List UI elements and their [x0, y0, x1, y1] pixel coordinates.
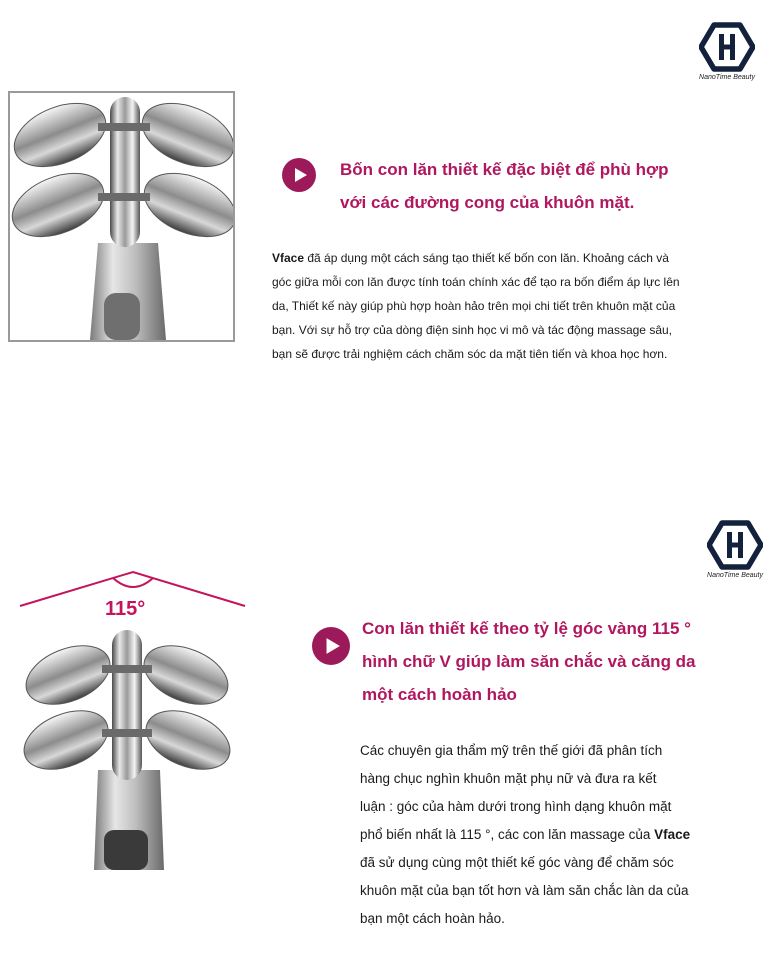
roller-image-frame	[8, 91, 235, 342]
hexagon-logo-icon	[699, 22, 755, 72]
body-line: Các chuyên gia thẩm mỹ trên thế giới đã phân tích	[360, 743, 663, 758]
body-line: hàng chục nghìn khuôn mặt phụ nữ và đưa ra kết	[360, 771, 657, 786]
heading-line: với các đường cong của khuôn mặt.	[340, 193, 635, 212]
roller-angle-image	[20, 625, 235, 870]
logo-caption: NanoTime Beauty	[707, 572, 763, 579]
body-line: da, Thiết kế này giúp phù hợp hoàn hảo trên mọi chi tiết trên khuôn mặt của	[272, 299, 676, 313]
body-line	[360, 821, 690, 849]
play-icon	[312, 627, 350, 665]
section1-heading	[340, 153, 669, 219]
section2-body	[360, 737, 690, 933]
body-line: khuôn mặt của bạn tốt hơn và làm săn chắc làn da của	[360, 883, 689, 898]
body-line: bạn. Với sự hỗ trợ của dòng điện sinh học vi mô và tác động massage sâu,	[272, 323, 672, 337]
play-icon	[282, 158, 316, 192]
brand-logo-top	[697, 22, 757, 81]
logo-caption: NanoTime Beauty	[699, 74, 755, 81]
brand-name: Vface	[654, 827, 691, 842]
body-line: bạn một cách hoàn hảo.	[360, 911, 505, 926]
body-line: đã sử dụng cùng một thiết kế góc vàng để chăm sóc	[360, 855, 674, 870]
section2-heading	[362, 612, 696, 711]
body-line: luận : góc của hàm dưới trong hình dạng khuôn mặt	[360, 799, 672, 814]
section1-body	[272, 246, 680, 366]
hexagon-logo-icon	[707, 520, 763, 570]
body-line: bạn sẽ được trải nghiệm cách chăm sóc da mặt tiên tiến và khoa học hơn.	[272, 347, 668, 361]
heading-line: một cách hoàn hảo	[362, 685, 517, 704]
angle-label: 115°	[105, 598, 146, 620]
brand-logo-bottom	[705, 520, 765, 579]
body-text: phổ biến nhất là 115 °, các con lăn massage của	[360, 827, 655, 842]
roller-device-image	[10, 93, 233, 340]
heading-line: hình chữ V giúp làm săn chắc và căng da	[362, 652, 696, 671]
roller-device-image	[20, 625, 235, 870]
body-line: góc giữa mỗi con lăn được tính toán chính xác để tạo ra bốn điểm áp lực lên	[272, 275, 680, 289]
heading-line: Bốn con lăn thiết kế đặc biệt để phù hợp	[340, 160, 669, 179]
body-text: đã áp dụng một cách sáng tạo thiết kế bốn con lăn. Khoảng cách và	[304, 251, 669, 265]
brand-name: Vface	[272, 251, 305, 265]
body-line	[272, 246, 680, 270]
heading-line: Con lăn thiết kế theo tỷ lệ góc vàng 115 °	[362, 619, 691, 638]
